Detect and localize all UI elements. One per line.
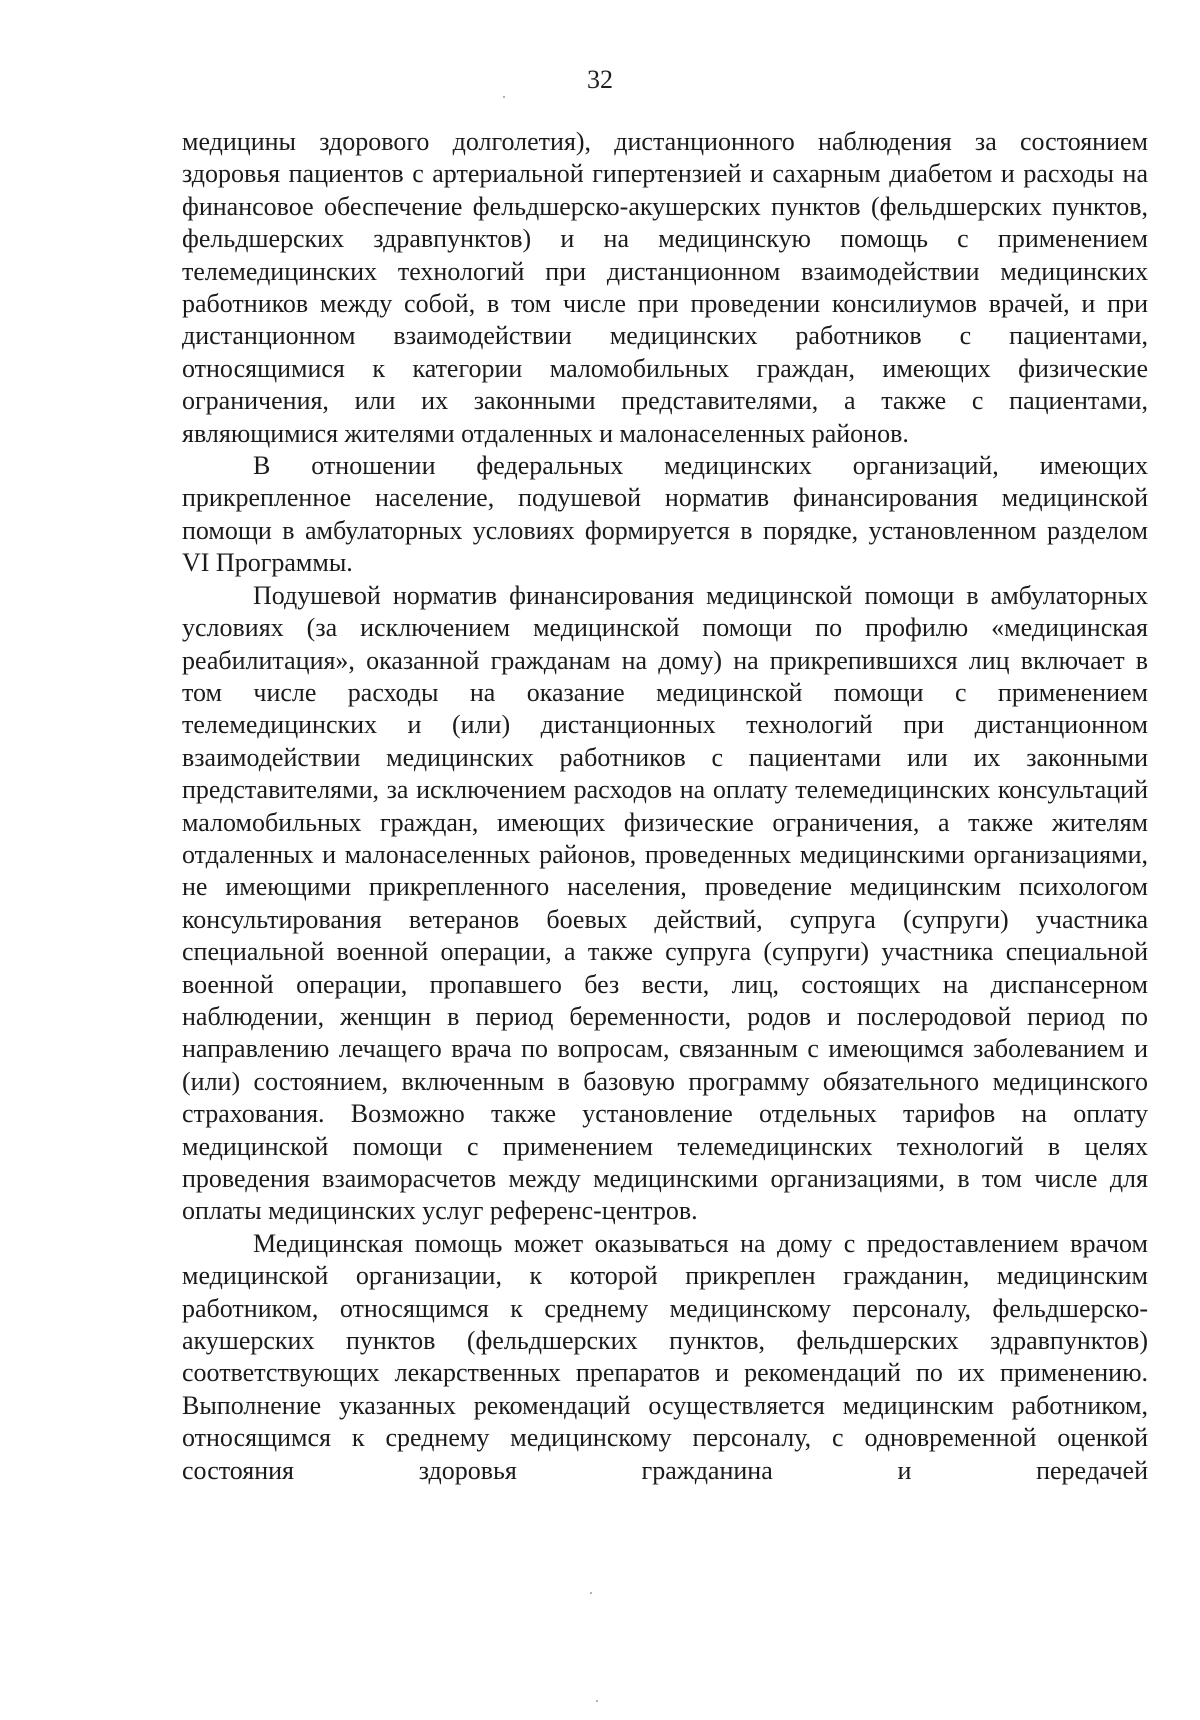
- scan-speck: [503, 96, 505, 98]
- document-body: [182, 126, 1148, 1487]
- scan-speck: [590, 1592, 592, 1594]
- paragraph-1: медицины здорового долголетия), дистанционного наблюдения за состоянием здоровья пациентов с артериальной гипертензией и сахарным диабетом и расходы на финансовое обеспечение фельдшерско-акушерских пунктов (фельдшерских пунктов, фельдшерских здравпунктов) и на медицинскую помощь с применением телемедицинских технологий при дистанционном взаимодействии медицинских работников между собой, в том числе при проведении консилиумов врачей, и при дистанционном взаимодействии медицинских работников с пациентами, относящимися к категории маломобильных граждан, имеющих физические ограничения, или их законными представителями, а также с пациентами, являющимися жителями отдаленных и малонаселенных районов.: [182, 127, 1148, 448]
- paragraph-2: В отношении федеральных медицинских организаций, имеющих прикрепленное население, подушевой норматив финансирования медицинской помощи в амбулаторных условиях формируется в порядке, установленном разделом VI Программы.: [182, 451, 1148, 578]
- scan-speck: [596, 1700, 598, 1702]
- paragraph-4: Медицинская помощь может оказываться на дому с предоставлением врачом медицинской организации, к которой прикреплен гражданин, медицинским работником, относящимся к среднему медицинскому персоналу, фельдшерско-акушерских пунктов (фельдшерских пунктов, фельдшерских здравпунктов) соответствующих лекарственных препаратов и рекомендаций по их применению. Выполнение указанных рекомендаций осуществляется медицинским работником, относящимся к среднему медицинскому персоналу, с одновременной оценкой состояния здоровья гражданина и передачей: [182, 1228, 1148, 1485]
- page-number: 32: [587, 65, 613, 94]
- paragraph-3: Подушевой норматив финансирования медицинской помощи в амбулаторных условиях (за исключением медицинской помощи по профилю «медицинская реабилитация», оказанной гражданам на дому) на прикрепившихся лиц включает в том числе расходы на оказание медицинской помощи с применением телемедицинских и (или) дистанционных технологий при дистанционном взаимодействии медицинских работников с пациентами или их законными представителями, за исключением расходов на оплату телемедицинских консультаций маломобильных граждан, имеющих физические ограничения, а также жителям отдаленных и малонаселенных районов, проведенных медицинскими организациями, не имеющими прикрепленного населения, проведение медицинским психологом консультирования ветеранов боевых действий, супруга (супруги) участника специальной военной операции, а также супруга (супруги) участника специальной военной операции, пропавшего без вести, лиц, состоящих на диспансерном наблюдении, женщин в период беременности, родов и послеродовой период по направлению лечащего врача по вопросам, связанным с имеющимся заболеванием и (или) состоянием, включенным в базовую программу обязательного медицинского страхования. Возможно также установление отдельных тарифов на оплату медицинской помощи с применением телемедицинских технологий в целях проведения взаиморасчетов между медицинскими организациями, в том числе для оплаты медицинских услуг референс-центров.: [182, 580, 1148, 1226]
